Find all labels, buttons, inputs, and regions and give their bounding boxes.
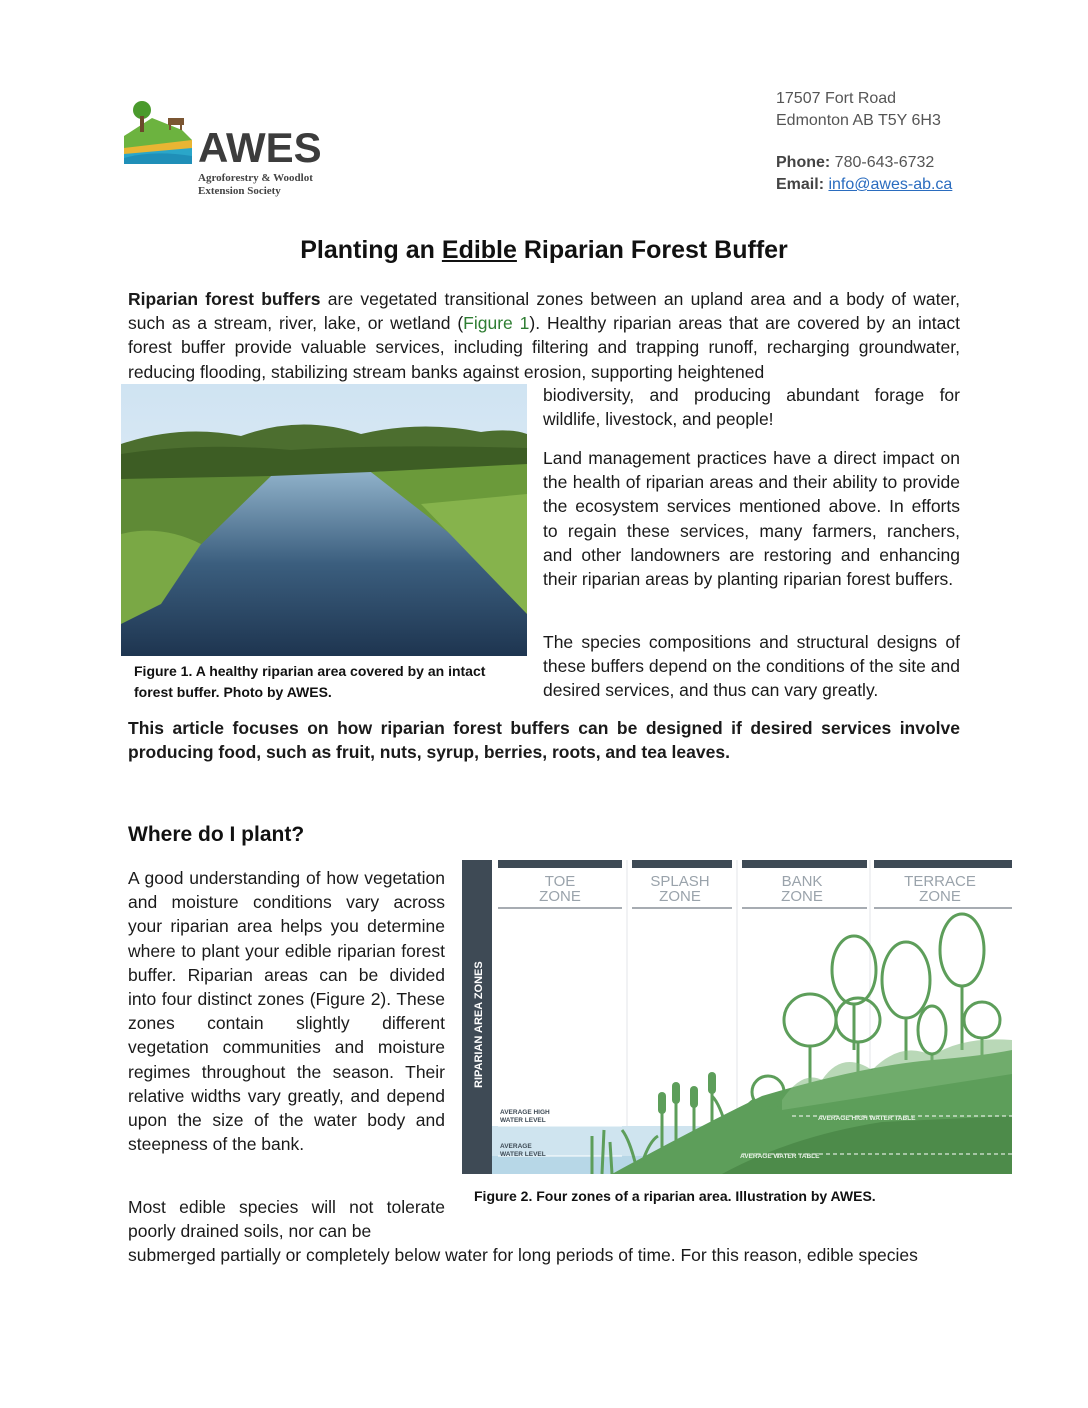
zone-label-toe-1: TOE [544, 873, 576, 890]
email-label: Email: [776, 176, 825, 193]
figure2-illustration [462, 860, 1012, 1174]
paragraph-land-management: Land management practices have a direct impact on the health of riparian areas and their ability to provide the ecosystem services mentioned above. In efforts to regain these services, many farmers, ranchers, and other landowners are restoring and enhancing their riparian areas by planting riparian forest buffers. [543, 448, 960, 590]
zone-label-bank-1: BANK [781, 873, 823, 890]
logo-subtitle-1: Agroforestry & Woodlot [198, 172, 313, 184]
focus-statement: This article focuses on how riparian forest buffers can be designed if desired services involve producing food, such as fruit, nuts, syrup, berries, roots, and tea leaves. [128, 718, 960, 763]
paragraph-edible-species-continued: submerged partially or completely below water for long periods of time. For this reason, edible species [128, 1245, 918, 1265]
address-line-2: Edmonton AB T5Y 6H3 [776, 112, 941, 129]
figure1-photo [121, 384, 527, 656]
logo-subtitle-2: Extension Society [198, 185, 281, 197]
address-line-1: 17507 Fort Road [776, 90, 897, 107]
section-heading: Where do I plant? [128, 823, 305, 846]
page-title [0, 236, 1088, 265]
email-link[interactable]: info@awes-ab.ca [828, 176, 953, 193]
phone-number: 780-643-6732 [834, 154, 935, 171]
zone-label-terrace-1: TERRACE [904, 873, 976, 890]
figure1-caption: Figure 1. A healthy riparian area covered by an intact forest buffer. Photo by AWES. [134, 663, 486, 700]
phone-line [776, 152, 952, 174]
figure2-caption: Figure 2. Four zones of a riparian area. Illustration by AWES. [474, 1188, 876, 1204]
contact-block [776, 88, 952, 196]
avg-water-level-1: AVERAGE [500, 1143, 532, 1150]
avg-high-water-level-2: WATER LEVEL [500, 1117, 546, 1124]
phone-label: Phone: [776, 154, 831, 171]
zone-label-splash-2: ZONE [659, 888, 701, 905]
title-emphasis: Edible [441, 236, 517, 264]
logo-name: AWES [198, 124, 322, 171]
avg-high-water-table: AVERAGE HIGH WATER TABLE [818, 1115, 916, 1122]
figure1-reference[interactable]: Figure 1 [463, 313, 530, 334]
paragraph-species-compositions: The species compositions and structural designs of these buffers depend on the conditions of the site and desired services, and thus can vary greatly. [543, 632, 960, 701]
logo-graphic-icon [124, 101, 192, 164]
awes-logo [122, 96, 337, 200]
paragraph-edible-species: Most edible species will not tolerate poorly drained soils, nor can be [128, 1197, 445, 1242]
zone-label-splash-1: SPLASH [650, 873, 710, 890]
zone-label-bank-2: ZONE [781, 888, 823, 905]
title-suffix: Riparian Forest Buffer [516, 236, 788, 264]
intro-text-b: ). Healthy riparian areas that are covered by an intact forest buffer provide valuable services, including filtering and trapping runoff, recharging groundwater, reducing flooding, stabilizing stream banks against erosion, supporting heightened [128, 313, 960, 382]
title-prefix: Planting an [300, 236, 442, 264]
intro-text-a: are vegetated transitional zones between an upland area and a body of water, such as a stream, river, lake, or wetland ( [128, 289, 960, 334]
zone-label-toe-2: ZONE [539, 888, 581, 905]
intro-continuation: biodiversity, and producing abundant forage for wildlife, livestock, and people! [543, 385, 960, 430]
paragraph-zones: A good understanding of how vegetation and moisture conditions vary across your riparian area helps you determine where to plant your edible riparian forest buffer. Riparian areas can be divided into four distinct zones (Figure 2). These zones contain slightly different vegetation communities and moisture regimes throughout the season. Their relative widths vary greatly, and depend upon the size of the water body and steepness of the bank. [128, 868, 445, 1155]
zone-label-terrace-2: ZONE [919, 888, 961, 905]
avg-water-level-2: WATER LEVEL [500, 1151, 546, 1158]
intro-paragraph [128, 287, 960, 384]
intro-bold-lead: Riparian forest buffers [128, 289, 321, 309]
avg-high-water-level-1: AVERAGE HIGH [500, 1109, 550, 1116]
riparian-zones-side-label: RIPARIAN AREA ZONES [473, 961, 485, 1088]
avg-water-table: AVERAGE WATER TABLE [740, 1153, 820, 1160]
email-line [776, 174, 952, 196]
